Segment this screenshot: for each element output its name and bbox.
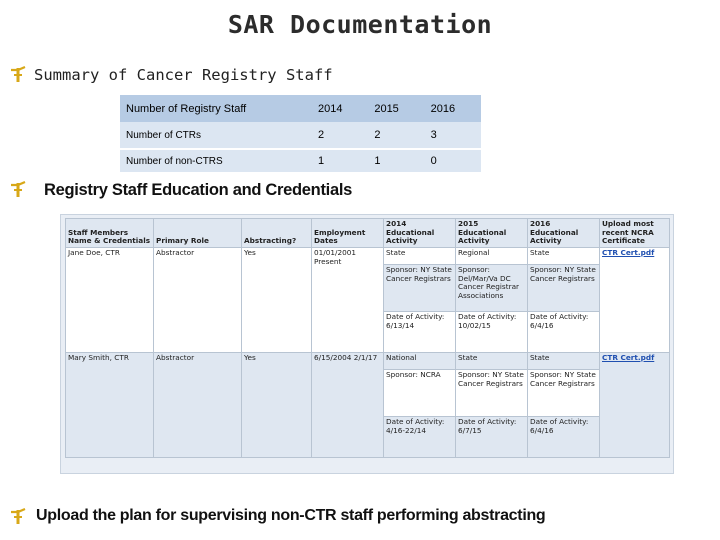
table-cell: 1 <box>312 149 368 172</box>
header-cell: Upload most recent NCRA Certificate <box>600 219 670 248</box>
activity-level-cell: State <box>528 353 600 370</box>
staff-name-cell: Mary Smith, CTR <box>66 353 154 458</box>
activity-date-cell: Date of Activity: 6/4/16 <box>528 312 600 353</box>
bullet-ornament-icon <box>8 64 28 86</box>
table-header-row <box>66 219 670 248</box>
summary-header-cell: 2015 <box>368 95 424 122</box>
table-cell: 2 <box>312 122 368 149</box>
header-cell: Abstracting? <box>242 219 312 248</box>
certificate-link-cell[interactable] <box>600 248 670 353</box>
table-cell: 1 <box>368 149 424 172</box>
role-cell: Abstractor <box>154 248 242 353</box>
role-cell: Abstractor <box>154 353 242 458</box>
staff-education-table-image <box>60 214 674 474</box>
table-cell: Number of CTRs <box>120 122 312 149</box>
summary-header-cell: 2016 <box>425 95 481 122</box>
activity-date-cell: Date of Activity: 6/13/14 <box>384 312 456 353</box>
sponsor-cell: Sponsor: Del/Mar/Va DC Cancer Registrar Associations <box>456 265 528 312</box>
table-row <box>120 149 481 172</box>
activity-date-cell: Date of Activity: 10/02/15 <box>456 312 528 353</box>
sponsor-cell: Sponsor: NY State Cancer Registrars <box>456 370 528 417</box>
abstracting-cell: Yes <box>242 353 312 458</box>
section-heading-summary: Summary of Cancer Registry Staff <box>34 66 333 84</box>
section-heading-upload-plan: Upload the plan for supervising non-CTR staff performing abstracting <box>36 507 546 524</box>
sponsor-cell: Sponsor: NCRA <box>384 370 456 417</box>
certificate-link-cell[interactable] <box>600 353 670 458</box>
activity-level-cell: Regional <box>456 248 528 265</box>
table-row <box>66 248 670 265</box>
activity-date-cell: Date of Activity: 4/16-22/14 <box>384 417 456 458</box>
header-cell: 2014 Educational Activity <box>384 219 456 248</box>
sponsor-cell: Sponsor: NY State Cancer Registrars <box>528 265 600 312</box>
employment-dates-cell: 01/01/2001 Present <box>312 248 384 353</box>
summary-header-cell: Number of Registry Staff <box>120 95 312 122</box>
bullet-ornament-icon <box>8 506 28 528</box>
header-cell: 2016 Educational Activity <box>528 219 600 248</box>
table-row <box>66 353 670 370</box>
activity-level-cell: State <box>528 248 600 265</box>
certificate-link[interactable]: CTR Cert.pdf <box>602 353 655 362</box>
table-cell: 3 <box>425 122 481 149</box>
header-cell: 2015 Educational Activity <box>456 219 528 248</box>
summary-table-header <box>120 95 481 122</box>
section-heading-education: Registry Staff Education and Credentials <box>44 181 352 199</box>
activity-level-cell: State <box>456 353 528 370</box>
activity-level-cell: National <box>384 353 456 370</box>
header-cell: Staff Members Name & Credentials <box>66 219 154 248</box>
activity-date-cell: Date of Activity: 6/7/15 <box>456 417 528 458</box>
header-cell: Primary Role <box>154 219 242 248</box>
sponsor-cell: Sponsor: NY State Cancer Registrars <box>528 370 600 417</box>
summary-header-cell: 2014 <box>312 95 368 122</box>
certificate-link[interactable]: CTR Cert.pdf <box>602 248 655 257</box>
header-cell: Employment Dates <box>312 219 384 248</box>
page-title: SAR Documentation <box>227 10 493 39</box>
staff-education-table <box>65 218 670 458</box>
summary-table <box>120 95 481 172</box>
table-cell: Number of non-CTRS <box>120 149 312 172</box>
table-cell: 0 <box>425 149 481 172</box>
activity-level-cell: State <box>384 248 456 265</box>
table-row <box>120 122 481 149</box>
activity-date-cell: Date of Activity: 6/4/16 <box>528 417 600 458</box>
staff-name-cell: Jane Doe, CTR <box>66 248 154 353</box>
sponsor-cell: Sponsor: NY State Cancer Registrars <box>384 265 456 312</box>
employment-dates-cell: 6/15/2004 2/1/17 <box>312 353 384 458</box>
table-cell: 2 <box>368 122 424 149</box>
bullet-ornament-icon <box>8 179 28 201</box>
abstracting-cell: Yes <box>242 248 312 353</box>
